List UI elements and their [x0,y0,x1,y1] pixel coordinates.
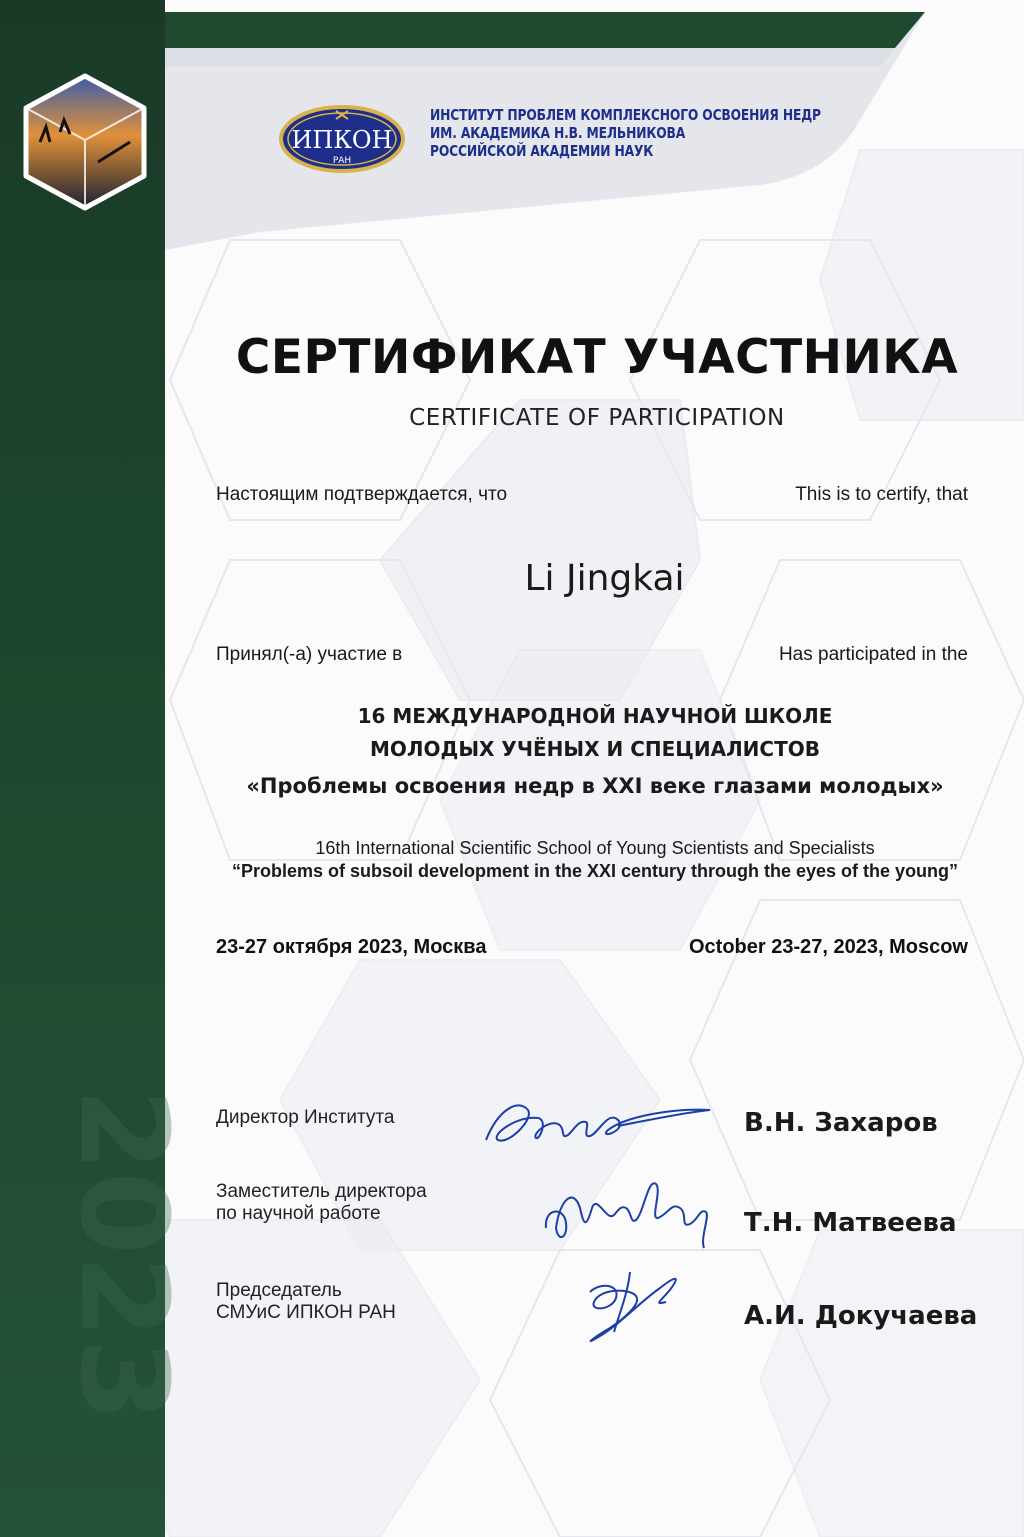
certify-text-en: This is to certify, that [795,484,968,505]
signatory-title-line: Заместитель директора [216,1181,427,1202]
signatory-name: Т.Н. Матвеева [744,1208,957,1238]
participated-text-en: Has participated in the [778,644,968,665]
signatory-name: А.И. Докучаева [744,1301,978,1331]
signatory-title-line: по научной работе [216,1203,381,1224]
signature-dokuchaeva [570,1262,700,1352]
institute-name [430,106,821,160]
event-title-en-line2: “Problems of subsoil development in the XXI century through the eyes of the young” [231,861,959,881]
participated-row [216,644,968,666]
sidebar-year-text: 2023 [53,1088,192,1422]
ipkon-logo-subtext: РАН [332,156,352,166]
certificate-title-ru: СЕРТИФИКАТ УЧАСТНИКА [235,330,959,385]
event-dates [216,936,968,959]
sidebar-year-watermark [0,1040,192,1470]
school-cube-logo [20,72,150,212]
certify-row [216,484,968,506]
ipkon-logo-text: ИПКОН [291,126,393,154]
signatory-title-line: Председатель [216,1280,342,1301]
signatory-title [216,1280,396,1324]
signature-matveeva [540,1168,720,1253]
certificate-title-en: CERTIFICATE OF PARTICIPATION [409,405,785,431]
signatory-title-line: Директор Института [216,1107,395,1128]
institute-line: ИМ. АКАДЕМИКА Н.В. МЕЛЬНИКОВА [430,124,686,142]
signatory-title [216,1181,427,1225]
signatory-name: В.Н. Захаров [744,1108,938,1138]
ipkon-logo [278,104,406,174]
institute-line: РОССИЙСКОЙ АКАДЕМИИ НАУК [430,142,654,160]
event-title-ru-line1: 16 МЕЖДУНАРОДНОЙ НАУЧНОЙ ШКОЛЕ [357,704,833,728]
signatory-title-line: СМУиС ИПКОН РАН [216,1302,396,1323]
recipient-name: Li Jingkai [524,558,685,599]
event-date-ru: 23-27 октября 2023, Москва [216,936,487,958]
event-title-ru-line3: «Проблемы освоения недр в XXI веке глазами молодых» [246,774,944,798]
institute-line: ИНСТИТУТ ПРОБЛЕМ КОМПЛЕКСНОГО ОСВОЕНИЯ НЕДР [430,106,821,124]
signatory-title [216,1107,394,1129]
event-title-ru-line2: МОЛОДЫХ УЧЁНЫХ И СПЕЦИАЛИСТОВ [370,737,820,761]
event-title-en-line1: 16th International Scientific School of Young Scientists and Specialists [315,838,875,858]
event-date-en: October 23-27, 2023, Moscow [688,936,968,958]
participated-text-ru: Принял(-а) участие в [216,644,403,665]
signature-zakharov [478,1090,718,1160]
certify-text-ru: Настоящим подтверждается, что [216,484,508,505]
